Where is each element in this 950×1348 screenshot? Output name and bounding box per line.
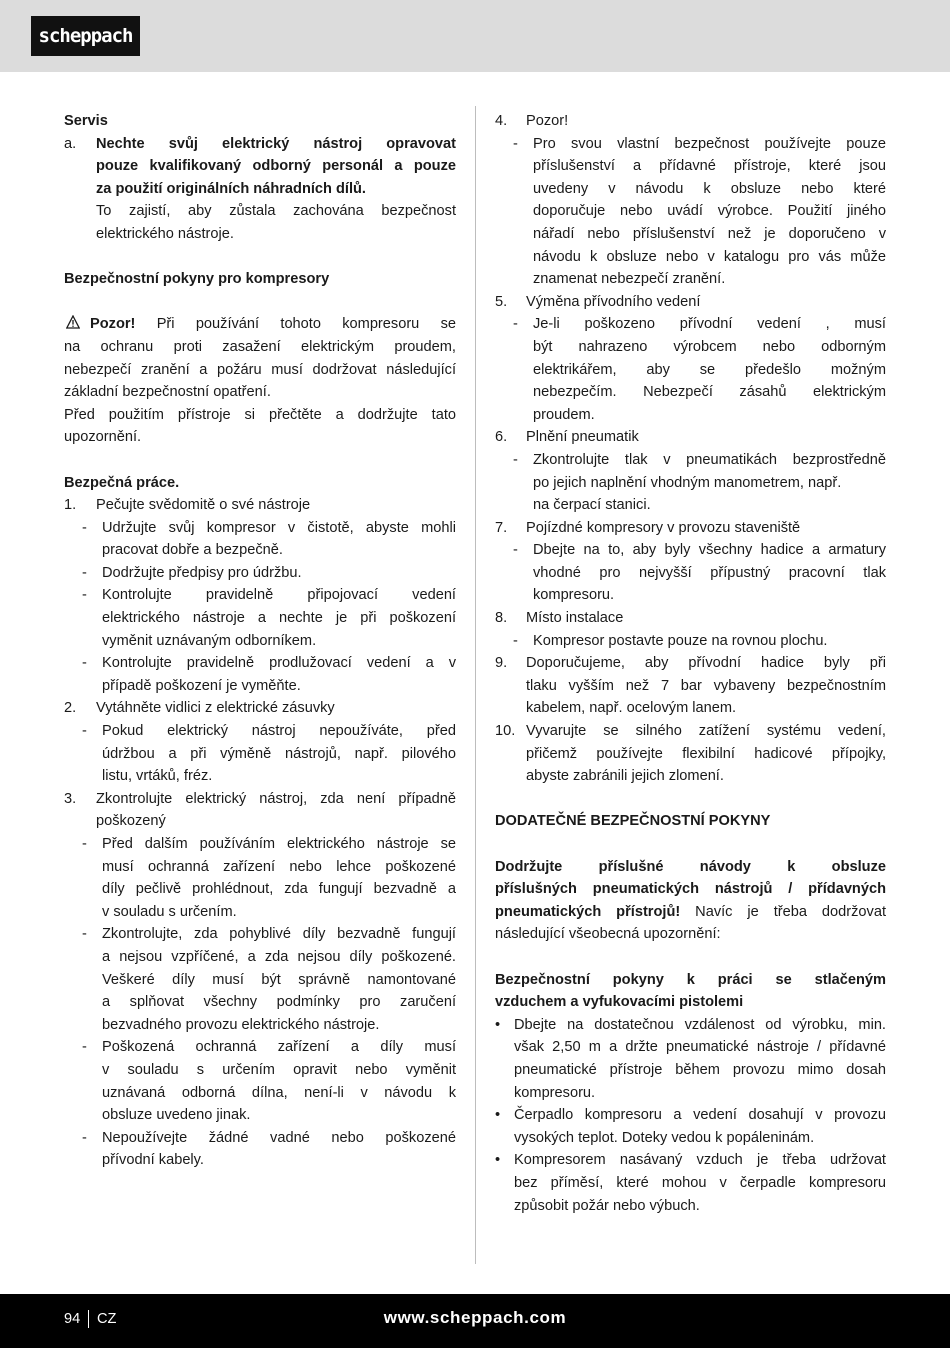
dash-item xyxy=(64,562,456,585)
dash-marker: - xyxy=(82,519,87,536)
text-line: obsluze uvedeno jinak. xyxy=(102,1107,251,1124)
text-span: Navíc je třeba dodržovat xyxy=(680,903,886,920)
text-line xyxy=(495,901,886,924)
dash-item xyxy=(64,1127,456,1172)
text-line: bezvadného provozu elektrického nástroje. xyxy=(102,1016,380,1033)
text-line: Místo instalace xyxy=(526,610,624,627)
text-line: Před použitím přístroje si přečtěte a dodržujte tato xyxy=(64,406,456,423)
text-line: Pokud elektrický nástroj nepoužíváte, před xyxy=(102,723,456,740)
text-line: Výměna přívodního vedení xyxy=(526,293,701,310)
text-line: v souladu s určením. xyxy=(102,903,237,920)
dash-marker: - xyxy=(82,1129,87,1146)
dash-marker: - xyxy=(82,836,87,852)
page-number: 94 xyxy=(64,1311,81,1327)
text-line: kabelem, např. ocelovým lanem. xyxy=(526,700,737,717)
list-marker: 5. xyxy=(495,293,508,310)
dash-item xyxy=(64,720,456,788)
text-line: Kontrolujte pravidelně připojovací vedení xyxy=(102,587,456,604)
right-column xyxy=(495,110,886,1217)
text-line: Plnění pneumatik xyxy=(526,429,639,446)
text-line: způsobit požár nebo výbuch. xyxy=(514,1197,700,1214)
text-line: Je-li poškozeno přívodní vedení , musí xyxy=(533,316,886,333)
bullet-item xyxy=(495,1104,886,1149)
list-marker: 7. xyxy=(495,519,508,536)
dash-item xyxy=(495,539,886,607)
text-line: Poškozená ochranná zařízení a díly musí xyxy=(102,1039,456,1056)
text-line: Kompresorem nasávaný vzduch je třeba udržovat xyxy=(514,1152,886,1169)
text-line: doporučuje nebo uvádí výrobce. Použití jiného xyxy=(533,203,886,220)
text-line: Zkontrolujte, zda pohyblivé díly bezvadně fungují xyxy=(102,926,456,943)
text-line: díly pečlivě prohlédnout, zda fungují bezvadně a xyxy=(102,881,456,898)
text-line: údržbou a při výměně nástrojů, např. pilového xyxy=(102,745,456,762)
dash-marker: - xyxy=(82,564,87,581)
list-marker: 9. xyxy=(495,655,508,672)
text-line: znamenat nebezpečí zranění. xyxy=(533,271,726,288)
compressor-safety-heading: Bezpečnostní pokyny pro kompresory xyxy=(64,271,330,288)
text-line: Čerpadlo kompresoru a vedení dosahují v provozu xyxy=(514,1107,886,1124)
text-line: Před dalším používáním elektrického nástroje se xyxy=(102,836,456,852)
text-line: Kompresor postavte pouze na rovnou plochu. xyxy=(533,632,828,649)
warning-paragraph xyxy=(64,313,456,336)
text-line: Pečujte svědomitě o své nástroje xyxy=(96,497,311,514)
text-line: a nejsou vzpříčené, a zda nejsou díly poškozené. xyxy=(102,948,456,965)
scheppach-logo: scheppach xyxy=(31,16,140,56)
dash-marker: - xyxy=(513,316,518,333)
text-line: návodu k obsluze nebo v katalogu pro vás může xyxy=(533,248,886,265)
text-line: Dodržujte příslušné návody k obsluze xyxy=(495,858,886,875)
numbered-item xyxy=(495,720,886,788)
bullet-marker: • xyxy=(495,1107,501,1124)
text-line: příslušenství a přídavné přístroje, které jsou xyxy=(533,158,886,175)
dash-marker: - xyxy=(513,542,518,559)
text-line: na čerpací stanici. xyxy=(533,497,651,514)
dash-marker: - xyxy=(82,587,87,604)
page-footer xyxy=(0,1294,950,1348)
text-line: uznávaná odborná dílna, není-li v návodu k xyxy=(102,1084,456,1101)
text-line: pracovat dobře a bezpečně. xyxy=(102,542,283,559)
text-line: však 2,50 m a držte pneumatické nástroje / přídavné xyxy=(514,1039,886,1056)
text-line: případě poškození je vyměňte. xyxy=(102,677,301,694)
text-line: za použití originálních náhradních dílů. xyxy=(96,180,366,197)
column-divider xyxy=(475,106,476,1264)
text-line: proudem. xyxy=(533,406,595,423)
dash-item xyxy=(64,517,456,562)
dash-marker: - xyxy=(82,655,87,672)
list-marker: 4. xyxy=(495,113,508,129)
text-line: musí ochranná zařízení nebo lehce poškozené xyxy=(102,858,456,875)
list-marker: 10. xyxy=(495,723,516,740)
compressed-air-heading-cont: vzduchem a vyfukovacími pistolemi xyxy=(495,994,744,1011)
servis-item-a xyxy=(64,133,456,246)
text-line: Zkontrolujte elektrický nástroj, zda není případně xyxy=(96,790,456,807)
text-line: Zkontrolujte tlak v pneumatikách bezprostředně xyxy=(533,451,886,468)
text-line: uvedeny v návodu k obsluze nebo které xyxy=(533,180,886,197)
text-line: tlaku vyšším než 7 bar vybaveny bezpečnostním xyxy=(526,677,886,694)
text-line: vysokých teplot. Doteky vedou k popáleninám. xyxy=(514,1129,815,1146)
text-line: a splňovat všechny podmínky pro zaručení xyxy=(102,994,456,1011)
dash-marker: - xyxy=(82,926,87,943)
servis-heading: Servis xyxy=(64,113,108,129)
text-line: Nepoužívejte žádné vadné nebo poškozené xyxy=(102,1129,456,1146)
list-marker: 2. xyxy=(64,700,77,717)
dash-item xyxy=(495,630,886,653)
dash-marker: - xyxy=(513,632,518,649)
list-marker: 1. xyxy=(64,497,77,514)
dash-marker: - xyxy=(513,135,518,152)
dash-item xyxy=(495,313,886,426)
text-line: přívodní kabely. xyxy=(102,1152,204,1169)
text-line: pneumatické přístroje během provozu mimo dosah xyxy=(514,1061,886,1078)
text-line: vyměnit uznávaným odborníkem. xyxy=(102,632,317,649)
numbered-item xyxy=(64,494,456,517)
text-line: bez příměsí, které mohou v čerpadle kompresoru xyxy=(514,1174,886,1191)
dash-marker: - xyxy=(513,451,518,468)
text-line: Veškeré díly musí být správně namontované xyxy=(102,971,456,988)
dash-item xyxy=(64,652,456,697)
warning-triangle-icon xyxy=(66,315,80,329)
text-line: základní bezpečnostní opatření. xyxy=(64,384,271,401)
bullet-marker: • xyxy=(495,1152,501,1169)
numbered-item xyxy=(495,110,886,133)
text-line: v souladu s určením opravit nebo vyměnit xyxy=(102,1061,456,1078)
list-marker: 3. xyxy=(64,790,77,807)
text-line: nebezpečí zranění a požáru musí dodržovat následující xyxy=(64,361,456,378)
text-line: Pozor! xyxy=(526,113,569,129)
numbered-item xyxy=(495,291,886,314)
text-line: Dbejte na dostatečnou vzdálenost od výrobku, min. xyxy=(514,1016,886,1033)
text-line: Dodržujte předpisy pro údržbu. xyxy=(102,564,302,581)
website-link[interactable]: www.scheppach.com xyxy=(383,1308,567,1327)
text-line: příslušných pneumatických nástrojů / přídavných xyxy=(495,881,886,898)
dash-item xyxy=(64,584,456,652)
text-line: po jejich naplnění vhodným manometrem, např. xyxy=(533,474,842,491)
dash-marker: - xyxy=(82,723,87,740)
text-line: následující všeobecná upozornění: xyxy=(495,926,721,943)
page-header xyxy=(0,0,950,72)
text-line: elektrického nástroje. xyxy=(96,225,234,242)
text-line: na ochranu proti zasažení elektrickým proudem, xyxy=(64,338,456,355)
text-line: přičemž používejte flexibilní hadicové přípojky, xyxy=(526,745,886,762)
list-marker: 8. xyxy=(495,610,508,627)
numbered-item xyxy=(495,607,886,630)
safe-work-heading: Bezpečná práce. xyxy=(64,474,180,491)
text-line: nebezpečím. Nebezpečí zásahů elektrickým xyxy=(533,384,886,401)
compressed-air-heading: Bezpečnostní pokyny k práci se stlačeným xyxy=(495,971,886,988)
text-span: Při používání tohoto kompresoru se xyxy=(135,316,456,333)
language-code: CZ xyxy=(97,1311,117,1327)
numbered-item xyxy=(495,426,886,449)
text-line: být nahrazeno výrobcem nebo odborným xyxy=(533,338,886,355)
text-line: vhodné pro nejvyšší přípustný pracovní tlak xyxy=(533,564,886,581)
text-line: poškozený xyxy=(96,813,166,830)
bullet-item xyxy=(495,1149,886,1217)
text-line: pouze kvalifikovaný odborný personál a pouze xyxy=(96,158,456,175)
warning-label: Pozor! xyxy=(90,316,136,333)
numbered-item xyxy=(495,517,886,540)
left-column xyxy=(64,110,456,1172)
text-line: Pojízdné kompresory v provozu staveniště xyxy=(526,519,801,536)
text-line: listu, vrtáků, fréz. xyxy=(102,768,213,785)
numbered-item xyxy=(64,788,456,833)
dash-item xyxy=(64,833,456,923)
text-line: Kontrolujte pravidelně prodlužovací vedení a v xyxy=(102,655,456,672)
dash-item xyxy=(64,1036,456,1126)
additional-safety-heading: DODATEČNÉ BEZPEČNOSTNÍ POKYNY xyxy=(495,813,771,830)
text-line: elektrického nástroje a nechte je při poškození xyxy=(102,610,456,627)
numbered-item xyxy=(64,697,456,720)
dash-item xyxy=(64,923,456,1036)
dash-item xyxy=(495,133,886,291)
bullet-marker: • xyxy=(495,1016,501,1033)
dash-marker: - xyxy=(82,1039,87,1056)
dash-item xyxy=(495,449,886,517)
text-line: elektrikářem, aby se předešlo možným xyxy=(533,361,886,378)
text-line: To zajistí, aby zůstala zachována bezpečnost xyxy=(96,203,456,220)
text-line: kompresoru. xyxy=(533,587,615,604)
text-line: nářadí nebo příslušenství než je doporučeno v xyxy=(533,225,886,242)
text-line: Vyvarujte se silného zatížení systému vedení, xyxy=(526,723,886,740)
bullet-item xyxy=(495,1014,886,1104)
text-line: Nechte svůj elektrický nástroj opravovat xyxy=(96,135,456,152)
text-line: abyste zabránili jejich zlomení. xyxy=(526,768,724,785)
text-line: Doporučujeme, aby přívodní hadice byly při xyxy=(526,655,886,672)
list-marker: a. xyxy=(64,135,77,152)
numbered-item xyxy=(495,652,886,720)
text-line: Vytáhněte vidlici z elektrické zásuvky xyxy=(96,700,335,717)
list-marker: 6. xyxy=(495,429,508,446)
text-line: kompresoru. xyxy=(514,1084,596,1101)
text-span: pneumatických přístrojů! xyxy=(495,903,681,920)
text-line: Udržujte svůj kompresor v čistotě, abyste mohli xyxy=(102,519,456,536)
text-line: Pro svou vlastní bezpečnost používejte pouze xyxy=(533,135,886,152)
text-line: Dbejte na to, aby byly všechny hadice a armatury xyxy=(533,542,886,559)
text-line: upozornění. xyxy=(64,429,142,446)
